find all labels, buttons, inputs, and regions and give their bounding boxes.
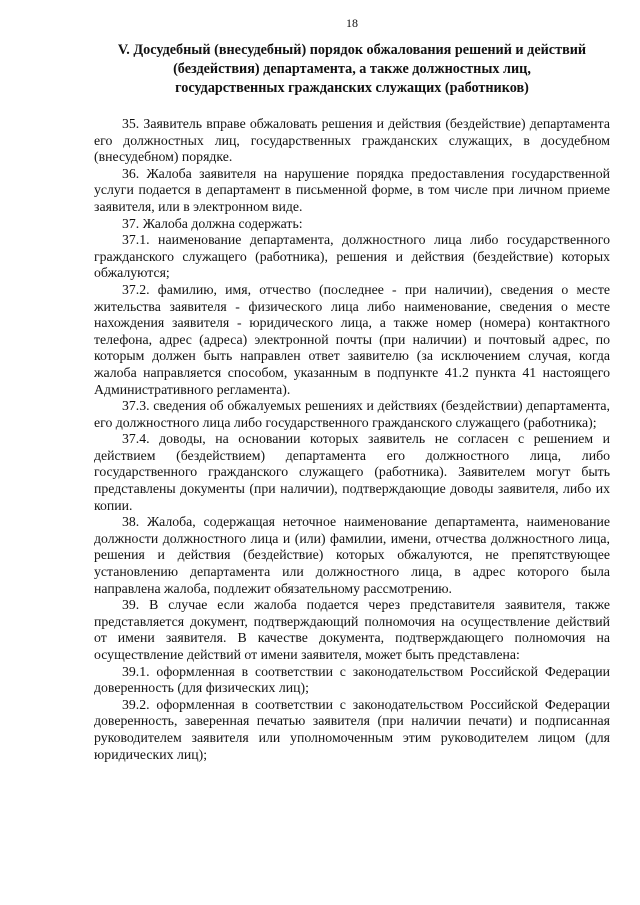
paragraph-37-2: 37.2. фамилию, имя, отчество (последнее - при наличии), сведения о месте жительства заявителя - физического лица либо наименование, сведения о месте нахождения заявителя - юридического лица, а также номер (номера) контактного телефона, адрес (адреса) электронной почты (при наличии) и почтовый адрес, по которым должен быть направлен ответ заявителю (за исключением случая, когда жалоба направляется способом, указанным в подпункте 41.2 пункта 41 настоящего Административного регламента). — [94, 281, 610, 397]
section-heading — [94, 41, 610, 98]
section-heading-line-1: V. Досудебный (внесудебный) порядок обжалования решений и действий — [117, 42, 587, 58]
paragraph-35: 35. Заявитель вправе обжаловать решения и действия (бездействие) департамента его должностных лиц, государственных гражданских служащих, в досудебном (внесудебном) порядке. — [94, 116, 610, 165]
paragraph-37-4: 37.4. доводы, на основании которых заявитель не согласен с решением и действием (бездействием) департамента его должностного лица, либо государственного гражданского служащего (работника). Заявителем могут быть представлены документы (при наличии), подтверждающие доводы заявителя, либо их копии. — [94, 431, 610, 513]
paragraph-37-1: 37.1. наименование департамента, должностного лица либо государственного гражданского служащего (работника), решения и действия (бездействие) которых обжалуются; — [94, 232, 610, 281]
section-heading-line-2: (бездействия) департамента, а также должностных лиц, — [173, 61, 531, 77]
paragraph-38: 38. Жалоба, содержащая неточное наименование департамента, наименование должности должностного лица и (или) фамилии, имени, отчества должностного лица, решения и действия (бездействие) которых обжалуются, не препятствующее установлению департамента или должностного лица, в адрес которого была направлена жалоба, подлежит обязательному рассмотрению. — [94, 514, 610, 596]
paragraph-39: 39. В случае если жалоба подается через представителя заявителя, также представляется документ, подтверждающий полномочия на осуществление действий от имени заявителя. В качестве документа, подтверждающего полномочия на осуществление действий от имени заявителя, может быть представлена: — [94, 597, 610, 662]
paragraph-39-1: 39.1. оформленная в соответствии с законодательством Российской Федерации доверенность (для физических лиц); — [94, 663, 610, 696]
page-number: 18 — [346, 16, 358, 30]
document-body — [94, 116, 610, 763]
paragraph-36: 36. Жалоба заявителя на нарушение порядка предоставления государственной услуги подается в департамент в письменной форме, в том числе при личном приеме заявителя, или в электронном виде. — [94, 165, 610, 214]
paragraph-37: 37. Жалоба должна содержать: — [122, 215, 303, 231]
section-heading-line-3: государственных гражданских служащих (работников) — [175, 80, 529, 96]
paragraph-37-3: 37.3. сведения об обжалуемых решениях и действиях (бездействии) департамента, его должностного лица либо государственного гражданского служащего (работника); — [94, 398, 610, 430]
paragraph-39-2: 39.2. оформленная в соответствии с законодательством Российской Федерации доверенность, заверенная печатью заявителя (при наличии печати) и подписанная руководителем заявителя или уполномоченным этим руководителем лицом (для юридических лиц); — [94, 696, 610, 762]
